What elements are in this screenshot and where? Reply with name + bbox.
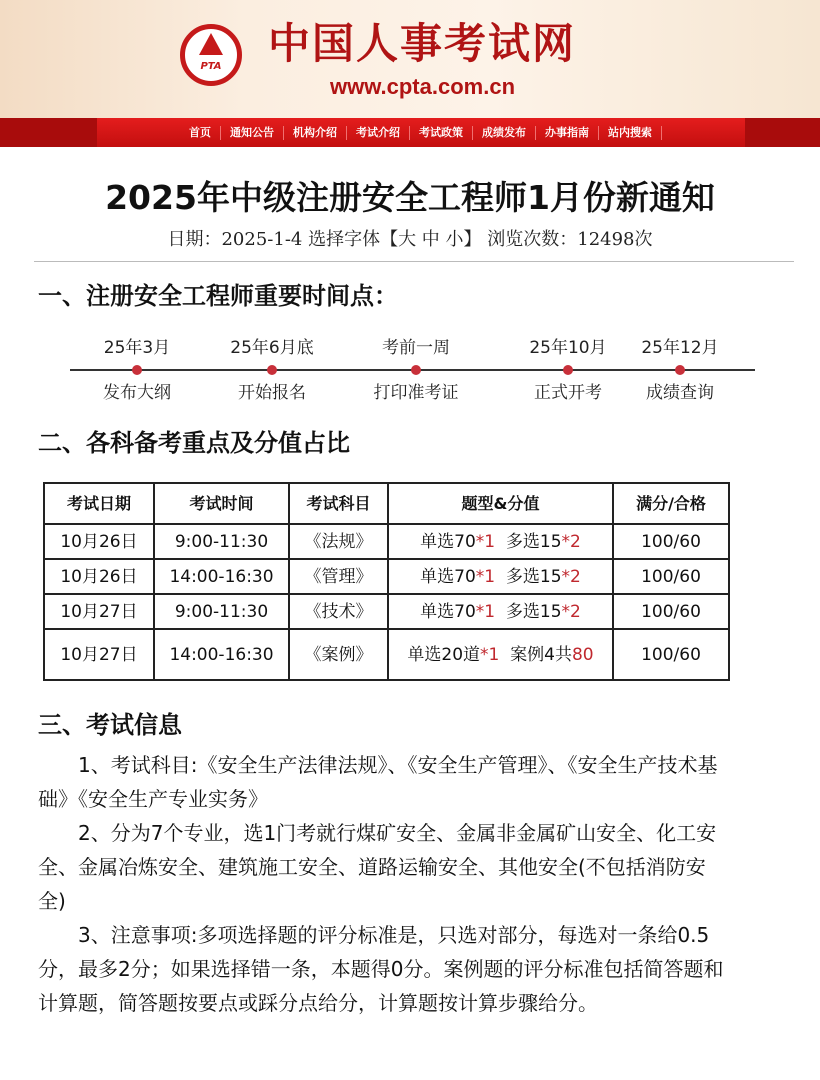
timeline-dot [132, 365, 142, 375]
site-url: www.cpta.com.cn [330, 74, 516, 99]
exam-date: 10月26日 [44, 524, 154, 559]
timeline-date: 25年3月 [103, 338, 171, 358]
exam-subject: 《法规》 [289, 524, 388, 559]
column-header: 题型&分值 [388, 483, 613, 524]
table-row [44, 629, 729, 680]
timeline-event: 发布大纲 [103, 383, 171, 403]
timeline-dot [411, 365, 421, 375]
site-banner [0, 0, 820, 118]
divider [34, 261, 794, 262]
exam-time: 9:00-11:30 [154, 594, 289, 629]
timeline-dot [675, 365, 685, 375]
table-row [44, 524, 729, 559]
table-row [44, 594, 729, 629]
question-types: 单选20道*1 案例4共80 [388, 629, 613, 680]
timeline-event: 成绩查询 [646, 383, 714, 403]
question-types: 单选70*1 多选15*2 [388, 559, 613, 594]
exam-subject: 《案例》 [289, 629, 388, 680]
exam-time: 14:00-16:30 [154, 629, 289, 680]
info-paragraph-2: 2、分为7个专业，选1门考就行煤矿安全、金属非金属矿山安全、化工安全、金属冶炼安全、建筑施工安全、道路运输安全、其他安全(不包括消防安全) [38, 821, 717, 913]
info-paragraph-3: 3、注意事项:多项选择题的评分标准是，只选对部分，每选对一条给0.5分，最多2分；如果选择错一条，本题得0分。案例题的评分标准包括简答题和计算题，简答题按要点或踩分点给分，计算题按计算步骤给分。 [38, 923, 724, 1015]
timeline-date: 25年6月底 [230, 338, 314, 358]
section3-heading: 三、考试信息 [38, 711, 182, 739]
table-row [44, 559, 729, 594]
nav-item[interactable]: 站内搜索 [599, 126, 662, 140]
exam-table [43, 482, 730, 681]
nav-item[interactable]: 成绩发布 [473, 126, 536, 140]
exam-date: 10月27日 [44, 594, 154, 629]
column-header: 考试日期 [44, 483, 154, 524]
score: 100/60 [613, 594, 729, 629]
nav-menu [97, 118, 745, 147]
section1-heading: 一、注册安全工程师重要时间点： [38, 282, 398, 310]
article-meta: 日期：2025-1-4 选择字体【大 中 小】 浏览次数：12498次 [167, 229, 653, 250]
timeline-dot [563, 365, 573, 375]
exam-subject: 《管理》 [289, 559, 388, 594]
timeline-event: 正式开考 [534, 383, 602, 403]
site-name: 中国人事考试网 [268, 19, 577, 68]
exam-time: 14:00-16:30 [154, 559, 289, 594]
exam-date: 10月26日 [44, 559, 154, 594]
column-header: 考试时间 [154, 483, 289, 524]
score: 100/60 [613, 524, 729, 559]
pta-logo[interactable]: PTA [180, 24, 242, 86]
nav-item[interactable]: 办事指南 [536, 126, 599, 140]
score: 100/60 [613, 629, 729, 680]
exam-time: 9:00-11:30 [154, 524, 289, 559]
nav-item[interactable]: 考试介绍 [347, 126, 410, 140]
timeline-date: 25年12月 [641, 338, 719, 358]
question-types: 单选70*1 多选15*2 [388, 524, 613, 559]
exam-subject: 《技术》 [289, 594, 388, 629]
score: 100/60 [613, 559, 729, 594]
page-title: 2025年中级注册安全工程师1月份新通知 [105, 178, 715, 217]
nav-item[interactable]: 首页 [180, 126, 221, 140]
section2-heading: 二、各科备考重点及分值占比 [38, 429, 350, 457]
info-paragraphs [38, 748, 728, 1020]
question-types: 单选70*1 多选15*2 [388, 594, 613, 629]
column-header: 考试科目 [289, 483, 388, 524]
timeline-event: 开始报名 [238, 383, 306, 403]
timeline-event: 打印准考证 [373, 383, 459, 403]
nav-bar [0, 118, 820, 147]
nav-item[interactable]: 机构介绍 [284, 126, 347, 140]
column-header: 满分/合格 [613, 483, 729, 524]
exam-date: 10月27日 [44, 629, 154, 680]
table-header-row [44, 483, 729, 524]
nav-item[interactable]: 考试政策 [410, 126, 473, 140]
info-paragraph-1: 1、考试科目:《安全生产法律法规》、《安全生产管理》、《安全生产技术基础》《安全生产专业实务》 [38, 753, 718, 811]
timeline-date: 25年10月 [529, 338, 607, 358]
timeline-dot [267, 365, 277, 375]
nav-item[interactable]: 通知公告 [221, 126, 284, 140]
timeline-date: 考前一周 [382, 338, 450, 358]
